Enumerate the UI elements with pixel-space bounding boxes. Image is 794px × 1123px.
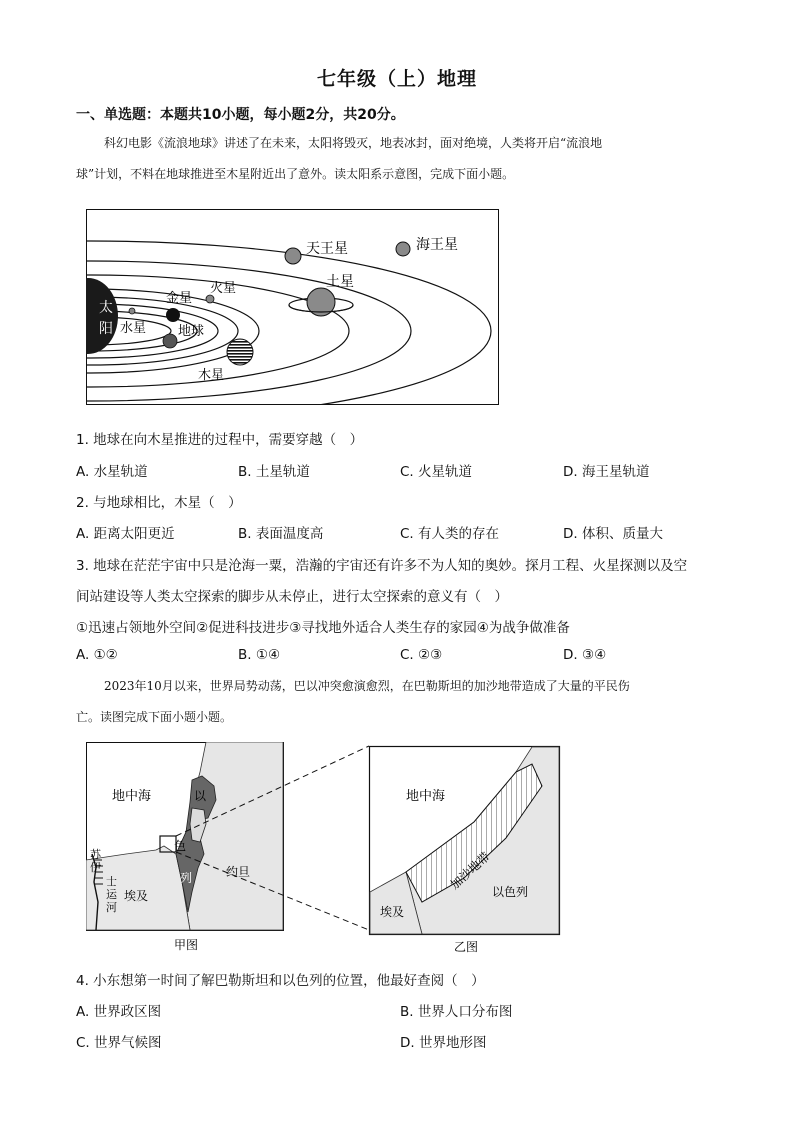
jia-sea-label: 地中海 — [112, 789, 152, 804]
earth-planet — [163, 334, 177, 348]
jia-jordan-label: 约旦 — [226, 865, 251, 879]
question-4-stem: 4. 小东想第一时间了解巴勒斯坦和以色列的位置，他最好查阅（ ） — [76, 973, 485, 989]
sun-label-1: 太 — [99, 300, 113, 316]
jupiter-planet — [227, 339, 253, 365]
intro2-line2: 亡。读图完成下面小题小题。 — [76, 710, 233, 724]
neptune-planet — [396, 242, 410, 256]
svg-text:士: 士 — [106, 875, 117, 888]
q4-option-c[interactable]: C. 世界气候图 — [76, 1035, 162, 1051]
question-3-stem-line1: 3. 地球在茫茫宇宙中只是沧海一粟，浩瀚的宇宙还有许多不为人知的奥妙。探月工程、火星探测以及空 — [76, 558, 688, 574]
intro-paragraph-1 — [76, 128, 718, 190]
svg-text:运: 运 — [106, 888, 117, 901]
yi-sea-label: 地中海 — [406, 789, 446, 804]
question-3-stem-line2: 间站建设等人类太空探索的脚步从未停止，进行太空探索的意义有（ ） — [76, 589, 508, 605]
saturn-label: 土星 — [326, 274, 354, 290]
sun-label-2: 阳 — [99, 321, 113, 337]
section-heading: 一、单选题：本题共10小题，每小题2分，共20分。 — [76, 107, 405, 123]
intro2-line1: 2023年10月以来，世界局势动荡，巴以冲突愈演愈烈，在巴勒斯坦的加沙地带造成了大量的平民伤 — [104, 679, 630, 693]
question-3-stem-line3: ①迅速占领地外空间②促进科技进步③寻找地外适合人类生存的家园④为战争做准备 — [76, 620, 570, 636]
map-jia — [86, 742, 284, 952]
q2-option-a[interactable]: A. 距离太阳更近 — [76, 526, 175, 542]
yi-caption: 乙图 — [454, 940, 479, 954]
mars-planet — [206, 295, 214, 303]
neptune-label: 海王星 — [416, 237, 458, 253]
jia-egypt-label: 埃及 — [124, 889, 149, 903]
uranus-label: 天王星 — [306, 241, 348, 257]
venus-planet — [166, 308, 180, 322]
q2-option-b[interactable]: B. 表面温度高 — [238, 526, 324, 542]
solar-system-figure — [86, 209, 499, 405]
yi-egypt-label: 埃及 — [380, 905, 405, 919]
map-yi — [370, 747, 560, 955]
mercury-planet — [129, 308, 135, 314]
mercury-label: 水星 — [120, 321, 147, 336]
svg-text:河: 河 — [106, 901, 117, 914]
yi-israel-label: 以色列 — [492, 885, 529, 899]
jia-caption: 甲图 — [174, 938, 199, 952]
svg-text:苏: 苏 — [90, 848, 101, 861]
jia-israel-char-3: 列 — [180, 871, 193, 885]
q3-option-d[interactable]: D. ③④ — [563, 647, 607, 663]
q4-option-d[interactable]: D. 世界地形图 — [400, 1035, 487, 1051]
q3-option-a[interactable]: A. ①② — [76, 647, 118, 663]
mars-label: 火星 — [210, 281, 237, 296]
uranus-planet — [285, 248, 301, 264]
intro1-line2: 球”计划，不料在地球推进至木星附近出了意外。读太阳系示意图，完成下面小题。 — [76, 167, 515, 181]
q4-option-a[interactable]: A. 世界政区图 — [76, 1004, 162, 1020]
q3-option-b[interactable]: B. ①④ — [238, 647, 281, 663]
question-2-stem: 2. 与地球相比，木星（ ） — [76, 495, 242, 511]
jia-israel-char-2: 色 — [174, 839, 187, 853]
svg-text:伊: 伊 — [90, 861, 101, 874]
intro-paragraph-2 — [76, 671, 718, 733]
page-title: 七年级（上）地理 — [316, 68, 477, 90]
q1-option-b[interactable]: B. 土星轨道 — [238, 464, 310, 480]
q1-option-a[interactable]: A. 水星轨道 — [76, 464, 148, 480]
question-1-stem: 1. 地球在向木星推进的过程中，需要穿越（ ） — [76, 432, 364, 448]
yi-gaza-label: 加沙地带 — [447, 849, 493, 892]
q3-option-c[interactable]: C. ②③ — [400, 647, 443, 663]
q4-option-b[interactable]: B. 世界人口分布图 — [400, 1004, 513, 1020]
venus-label: 金星 — [166, 291, 193, 306]
jia-israel-char-1: 以 — [194, 789, 207, 803]
q2-option-d[interactable]: D. 体积、质量大 — [563, 526, 663, 542]
q2-option-c[interactable]: C. 有人类的存在 — [400, 526, 500, 542]
q1-option-c[interactable]: C. 火星轨道 — [400, 464, 473, 480]
earth-label: 地球 — [178, 324, 205, 339]
intro1-line1: 科幻电影《流浪地球》讲述了在未来，太阳将毁灭，地表冰封，面对绝境，人类将开启“流浪地 — [104, 136, 603, 150]
q1-option-d[interactable]: D. 海王星轨道 — [563, 464, 650, 480]
palestine-israel-maps — [86, 742, 646, 957]
jupiter-label: 木星 — [198, 368, 225, 383]
